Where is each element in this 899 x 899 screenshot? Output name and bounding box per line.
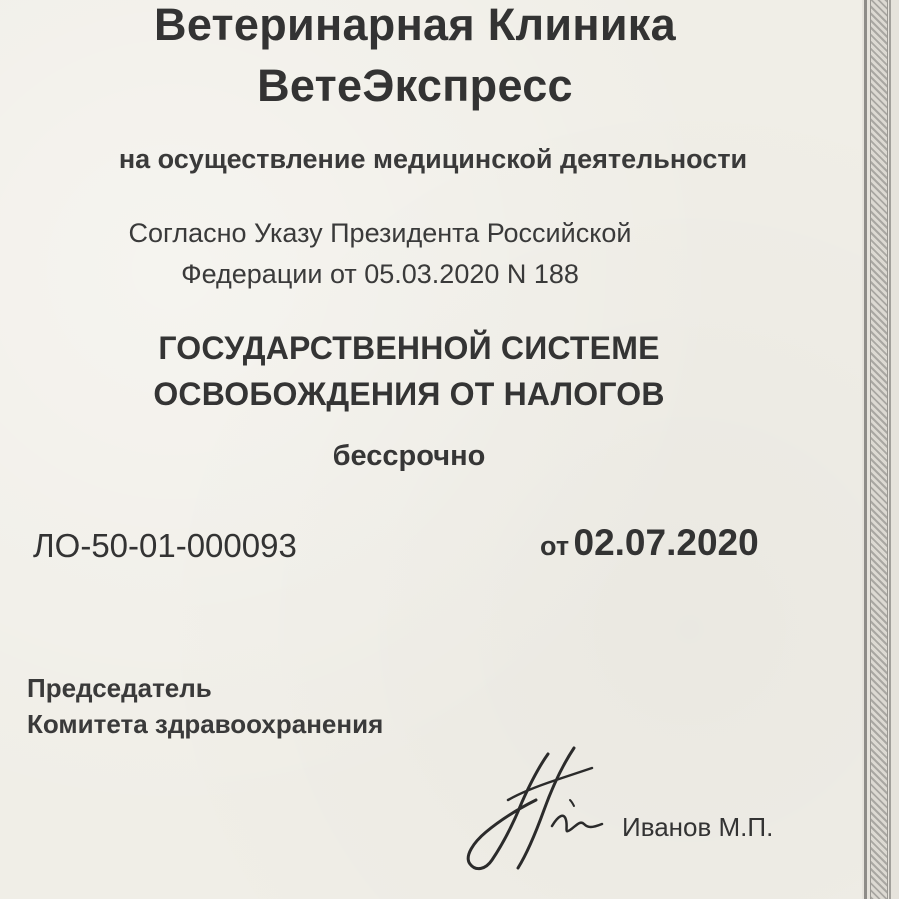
date-prefix: от: [540, 531, 570, 561]
validity-term: бессрочно: [332, 440, 486, 472]
signatory-position-line1: Председатель: [27, 673, 212, 703]
license-purpose: на осуществление медицинской деятельности: [118, 144, 748, 174]
decree-line2: Федерации от 05.03.2020 N 188: [181, 259, 579, 289]
ornamental-border: [862, 0, 899, 899]
system-line1: ГОСУДАРСТВЕННОЙ СИСТЕМЕ: [158, 330, 660, 366]
decree-line1: Согласно Указу Президента Российской: [128, 218, 632, 248]
license-number: ЛО-50-01-000093: [33, 527, 297, 564]
system-line2: ОСВОБОЖДЕНИЯ ОТ НАЛОГОВ: [153, 376, 665, 412]
date-value: 02.07.2020: [573, 522, 759, 563]
clinic-name-line2: ВетеЭкспресс: [257, 60, 573, 111]
signatory-position-line2: Комитета здравоохранения: [27, 709, 384, 739]
handwritten-signature: [452, 738, 612, 878]
license-date: [540, 522, 759, 564]
clinic-name-line1: Ветеринарная Клиника: [154, 0, 676, 50]
signatory-name: Иванов М.П.: [622, 812, 774, 842]
